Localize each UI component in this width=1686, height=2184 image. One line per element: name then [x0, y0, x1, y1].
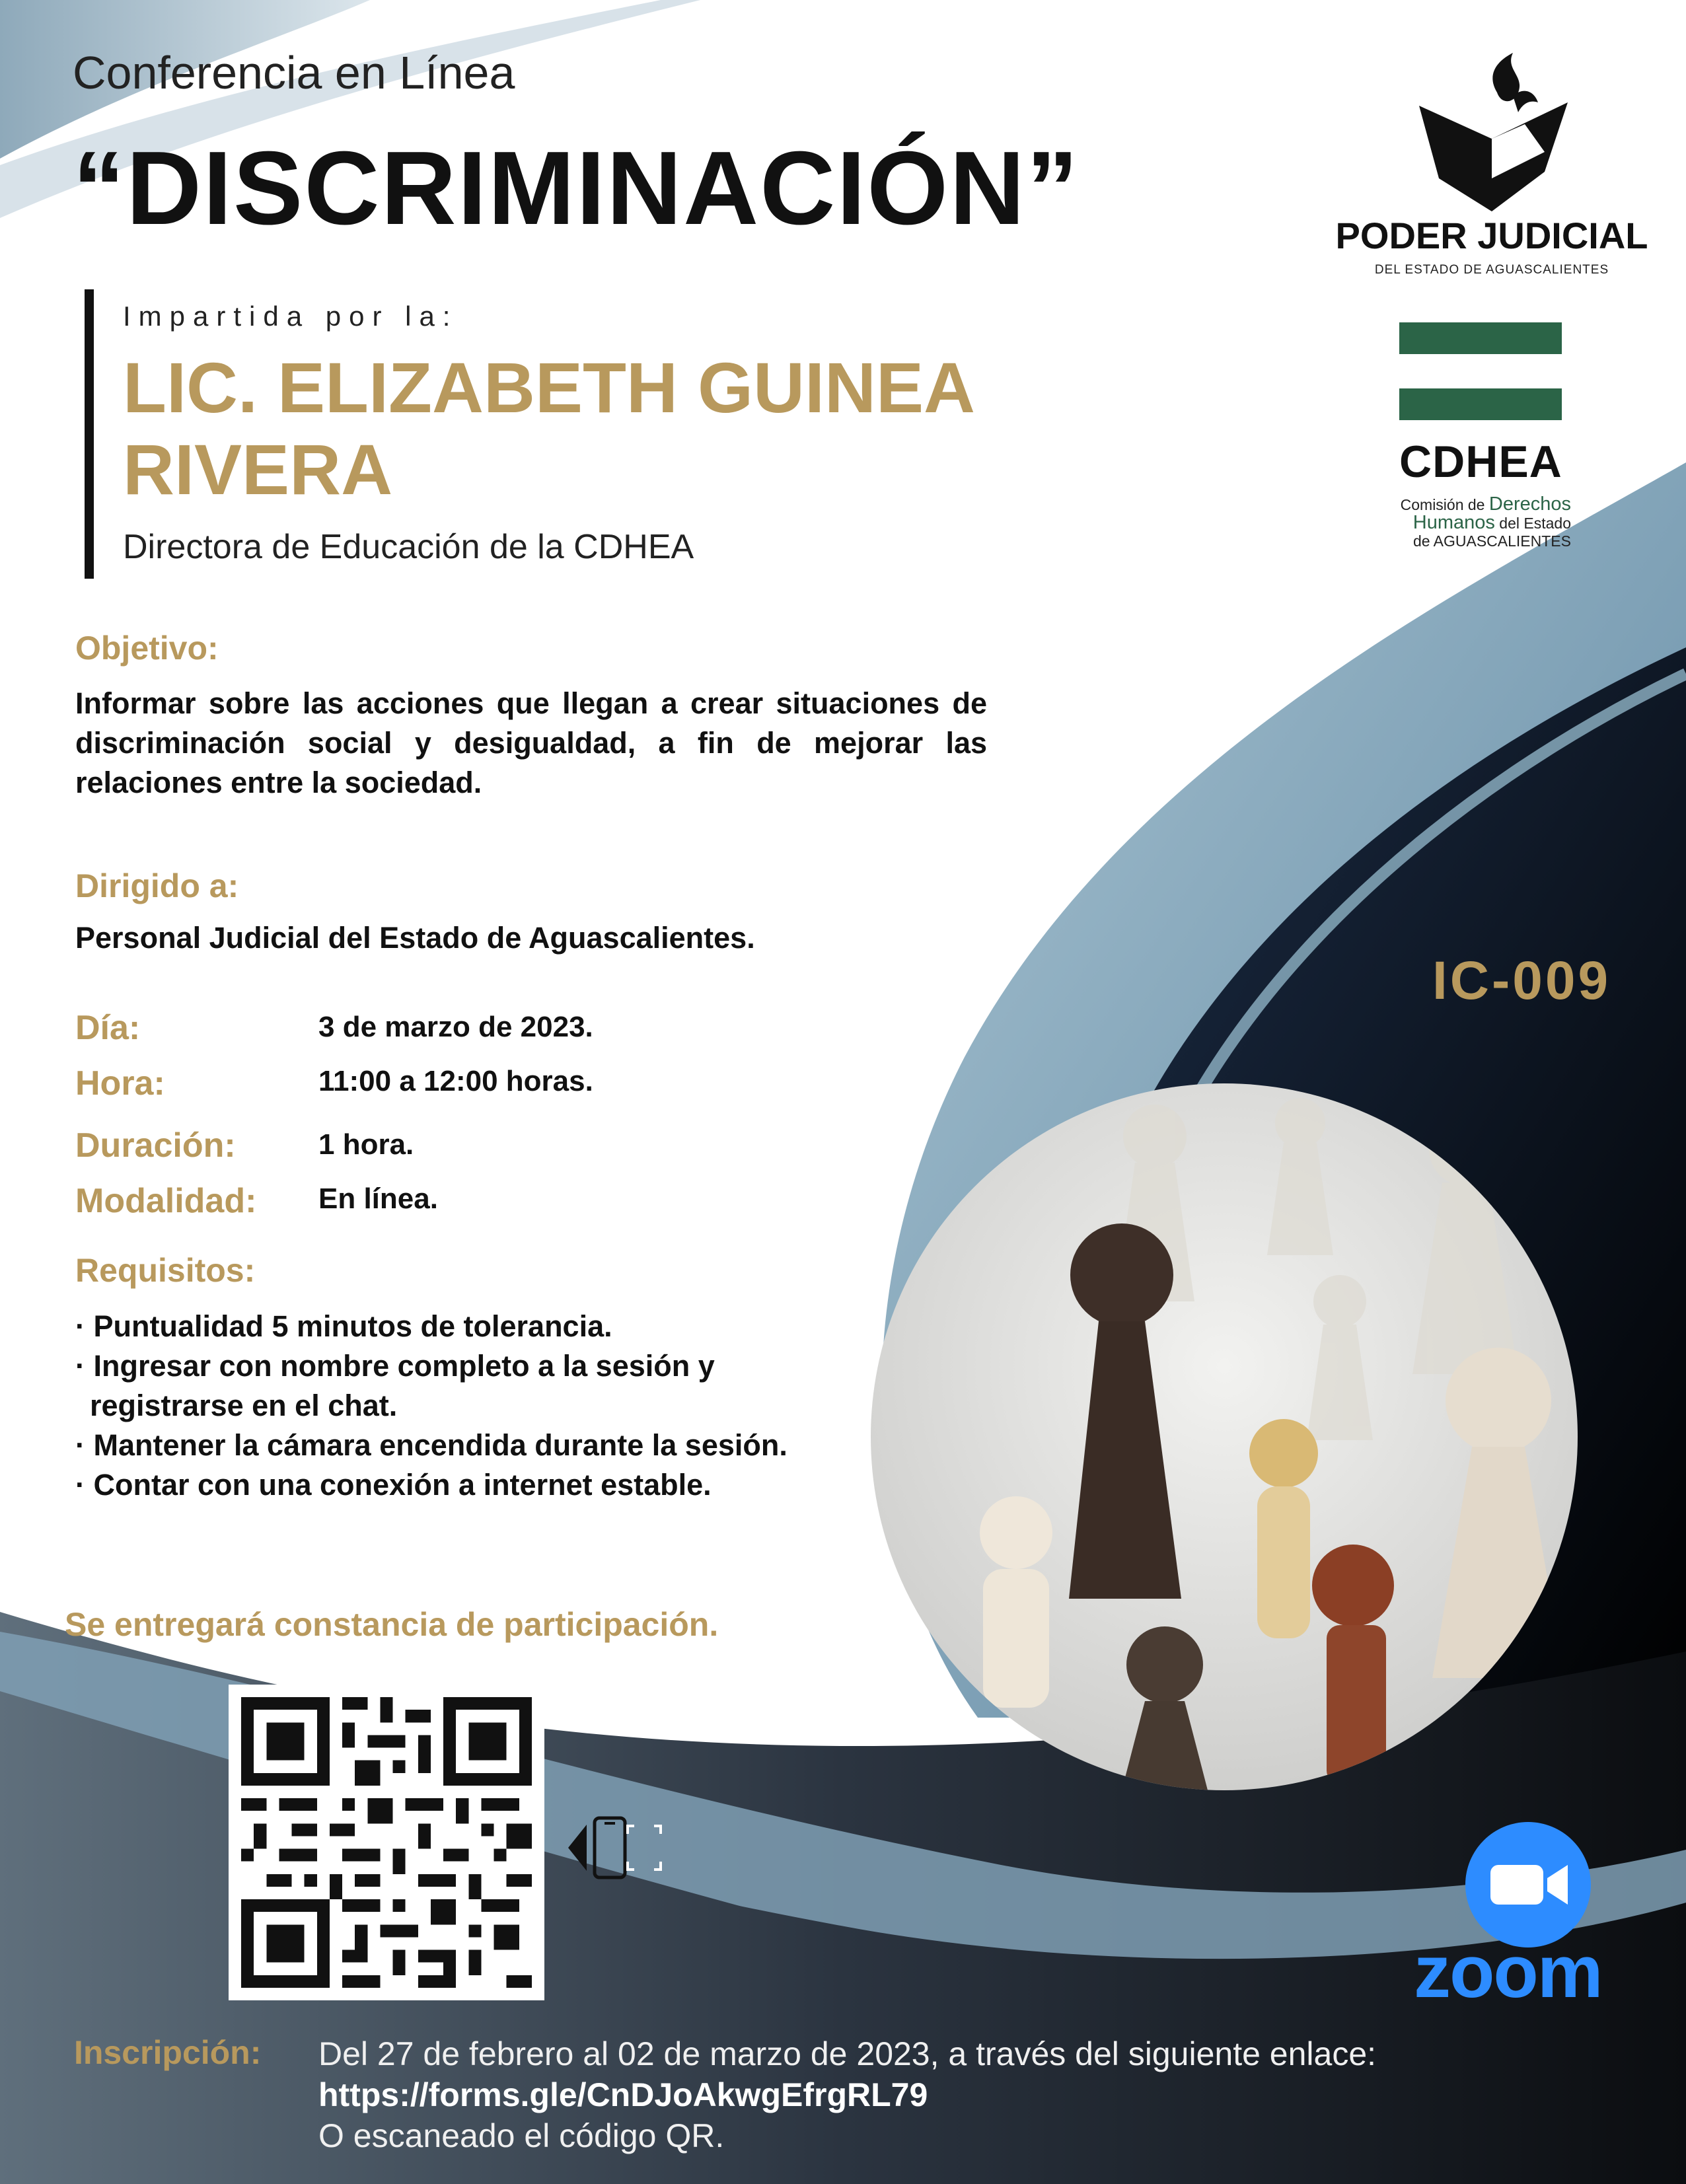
time-label: Hora: [75, 1064, 165, 1103]
modality-value: En línea. [318, 1183, 438, 1215]
duration-label: Duración: [75, 1126, 236, 1165]
time-value: 11:00 a 12:00 horas. [318, 1065, 593, 1097]
day-value: 3 de marzo de 2023. [318, 1011, 593, 1043]
event-title: “DISCRIMINACIÓN” [73, 130, 1080, 246]
duration-value: 1 hora. [318, 1128, 414, 1161]
speaker-intro: Impartida por la: [123, 301, 458, 332]
requirements-list [75, 1307, 802, 1505]
poder-judicial-name: PODER JUDICIAL [1335, 215, 1648, 256]
qr-code-icon[interactable] [229, 1685, 544, 2000]
scan-phone-icon [568, 1811, 674, 1884]
event-type: Conferencia en Línea [73, 47, 515, 98]
zoom-logo: zoom [1414, 1930, 1602, 2013]
list-item: · Puntualidad 5 minutos de tolerancia. [75, 1309, 612, 1343]
cdhea-name: CDHEA [1399, 437, 1562, 487]
registration-text [318, 2033, 1653, 2156]
cdhea-bar-bottom [1399, 388, 1562, 420]
requirements-label: Requisitos: [75, 1252, 256, 1289]
cdhea-subtitle: Comisión de Derechos Humanos del Estado de AGUASCALIENTES [1400, 493, 1571, 550]
list-item: · Ingresar con nombre completo a la sesión y registrarse en el chat. [75, 1349, 715, 1422]
audience-text: Personal Judicial del Estado de Aguascalientes. [75, 921, 755, 955]
poder-judicial-book-flame-icon [1327, 46, 1657, 211]
list-item: · Contar con una conexión a internet estable. [75, 1468, 712, 1502]
registration-label: Inscripción: [74, 2034, 262, 2071]
photo-pawn-figures [871, 1083, 1578, 1790]
list-item: · Mantener la cámara encendida durante la sesión. [75, 1428, 788, 1462]
objective-label: Objetivo: [75, 630, 219, 667]
speaker-accent-bar [85, 289, 94, 579]
modality-label: Modalidad: [75, 1182, 257, 1220]
registration-dates: Del 27 de febrero al 02 de marzo de 2023, a través del siguiente enlace: [318, 2035, 1377, 2072]
day-label: Día: [75, 1009, 141, 1047]
course-code: IC-009 [1432, 951, 1611, 1011]
audience-label: Dirigido a: [75, 867, 239, 904]
speaker-role: Directora de Educación de la CDHEA [123, 528, 694, 566]
certificate-note: Se entregará constancia de participación. [65, 1606, 719, 1643]
objective-text: Informar sobre las acciones que llegan a crear situaciones de discriminación social y desigualdad, a fin de mejorar las relaciones entre la sociedad. [75, 686, 987, 799]
poder-judicial-subtitle: DEL ESTADO DE AGUASCALIENTES [1374, 263, 1609, 277]
speaker-name: LIC. ELIZABETH GUINEA RIVERA [123, 347, 972, 509]
qr-note: O escaneado el código QR. [318, 2117, 725, 2154]
registration-link[interactable]: https://forms.gle/CnDJoAkwgEfrgRL79 [318, 2076, 928, 2113]
cdhea-bar-top [1399, 322, 1562, 354]
